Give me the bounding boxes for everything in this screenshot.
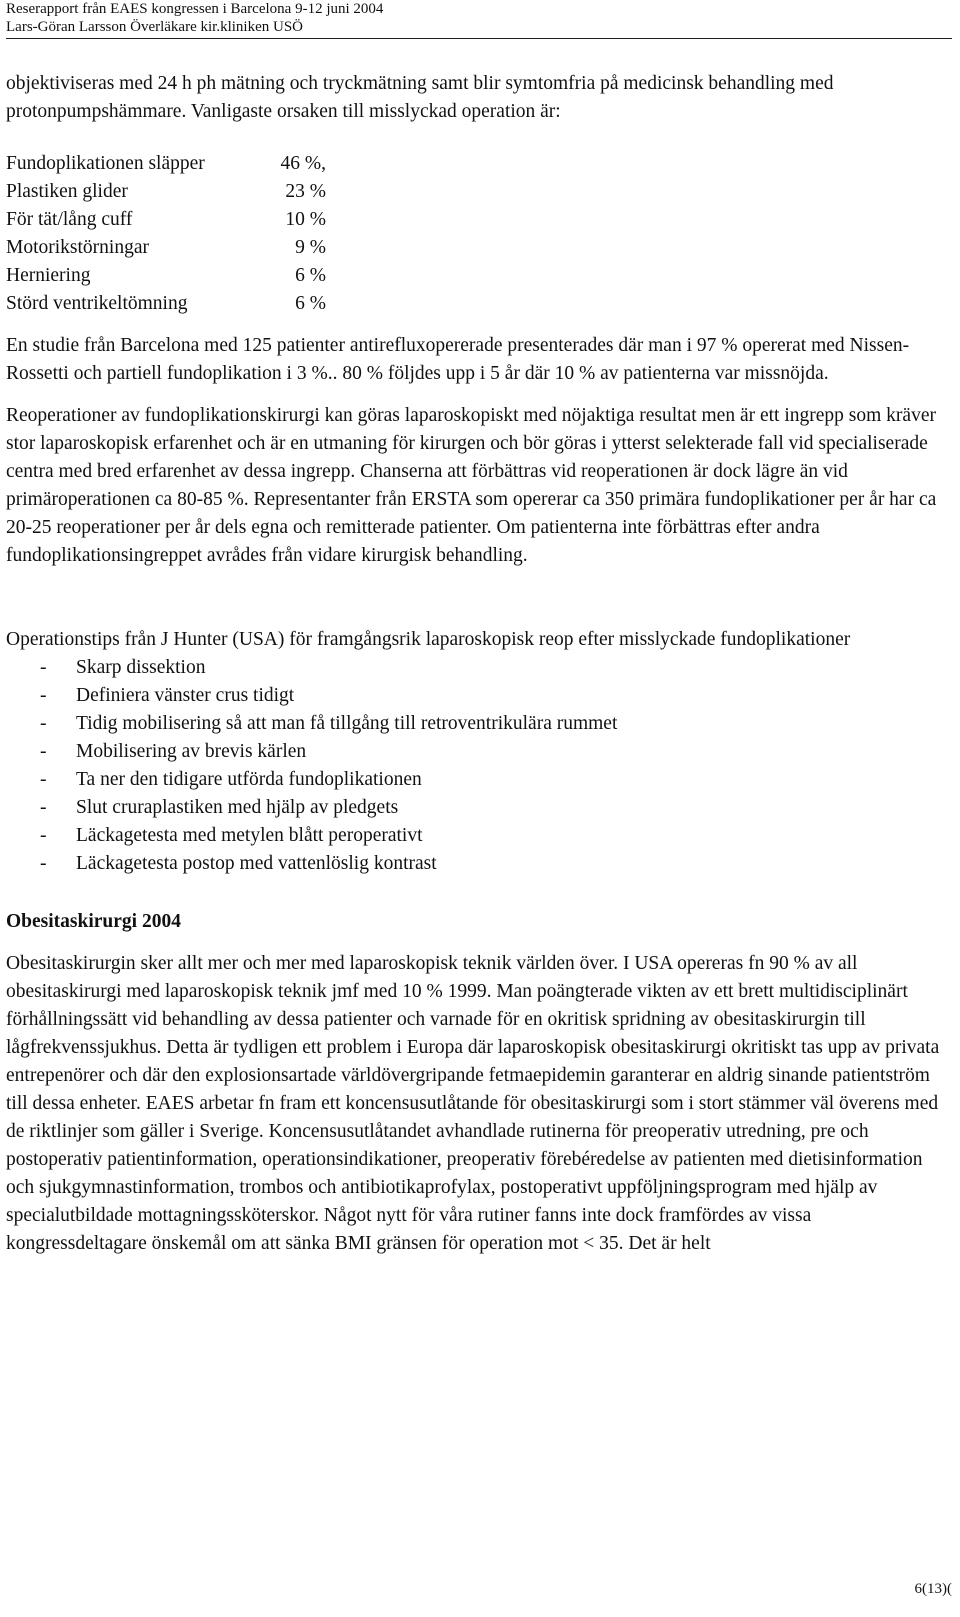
table-row bbox=[6, 262, 326, 290]
dash-bullet: - bbox=[40, 685, 47, 706]
table-row bbox=[6, 150, 326, 178]
dash-bullet: - bbox=[40, 713, 47, 734]
cause-label: Motorikstörningar bbox=[6, 237, 149, 258]
failure-causes-table bbox=[6, 150, 326, 318]
list-item bbox=[6, 654, 952, 682]
header-divider bbox=[6, 38, 952, 39]
tip-text: Läckagetesta postop med vattenlöslig kontrast bbox=[76, 853, 437, 874]
page-number: 6(13)( bbox=[914, 1581, 952, 1597]
barcelona-study-paragraph: En studie från Barcelona med 125 patienter antirefluxopererade presenterades där man i 97 % opererat med Nissen-Rossetti och partiell fundoplikation i 3 %.. 80 % följdes upp i 5 år där 10 % av patienterna var missnöjda. bbox=[6, 335, 910, 384]
cause-label: Fundoplikationen släpper bbox=[6, 153, 205, 174]
table-row bbox=[6, 234, 326, 262]
table-row bbox=[6, 178, 326, 206]
tip-text: Slut cruraplastiken med hjälp av pledgets bbox=[76, 797, 399, 818]
intro-paragraph: objektiviseras med 24 h ph mätning och tryckmätning samt blir symtomfria på medicinsk behandling med protonpumpshämmare. Vanligaste orsaken till misslyckad operation är: bbox=[6, 73, 834, 122]
list-item bbox=[6, 822, 952, 850]
list-item bbox=[6, 682, 952, 710]
cause-label: Störd ventrikeltömning bbox=[6, 293, 188, 314]
list-item bbox=[6, 766, 952, 794]
list-item bbox=[6, 738, 952, 766]
tip-text: Mobilisering av brevis kärlen bbox=[76, 741, 307, 762]
cause-value: 46 %, bbox=[280, 153, 326, 174]
cause-value: 9 % bbox=[295, 237, 326, 258]
list-item bbox=[6, 794, 952, 822]
cause-label: Plastiken glider bbox=[6, 181, 128, 202]
table-row bbox=[6, 206, 326, 234]
dash-bullet: - bbox=[40, 853, 47, 874]
tip-text: Tidig mobilisering så att man få tillgång till retroventrikulära rummet bbox=[76, 713, 618, 734]
header-author: Lars-Göran Larsson Överläkare kir.kliniken USÖ bbox=[6, 19, 303, 35]
table-row bbox=[6, 290, 326, 318]
dash-bullet: - bbox=[40, 825, 47, 846]
tips-intro: Operationstips från J Hunter (USA) för framgångsrik laparoskopisk reop efter misslyckade fundoplikationer bbox=[6, 629, 851, 650]
tips-list bbox=[6, 654, 952, 878]
header-report-title: Reserapport från EAES kongressen i Barcelona 9-12 juni 2004 bbox=[6, 1, 384, 17]
cause-value: 6 % bbox=[295, 293, 326, 314]
cause-value: 6 % bbox=[295, 265, 326, 286]
dash-bullet: - bbox=[40, 769, 47, 790]
cause-value: 10 % bbox=[285, 209, 326, 230]
cause-value: 23 % bbox=[285, 181, 326, 202]
list-item bbox=[6, 710, 952, 738]
tip-text: Läckagetesta med metylen blått peroperativt bbox=[76, 825, 423, 846]
document-body bbox=[6, 70, 952, 1258]
tip-text: Ta ner den tidigare utförda fundoplikationen bbox=[76, 769, 422, 790]
obesity-section-heading: Obesitaskirurgi 2004 bbox=[6, 911, 181, 932]
obesity-paragraph: Obesitaskirurgin sker allt mer och mer med laparoskopisk teknik världen över. I USA opereras fn 90 % av all obesitaskirurgi med laparoskopisk teknik jmf med 10 % 1999. Man poängterade vikten av ett brett multidisciplinärt förhållningssätt vid behandling av dessa patienter och varnade för en okritisk spridning av obesitaskirurgin till lågfrekvenssjukhus. Detta är tydligen ett problem i Europa där laparoskopisk obesitaskirurgi okritiskt tas upp av privata entrepenörer och där den explosionsartade världövergripande fetmaepidemin garanterar en aldrig sinande patientström till dessa enheter. EAES arbetar fn fram ett koncensusutlåtande för obesitaskirurgi som i stort stämmer väl överens med de riktlinjer som gäller i Sverige. Koncensusutlåtandet avhandlade rutinerna för preoperativ utredning, pre och postoperativ patientinformation, operationsindikationer, preoperativ förebéredelse av patienten med dietisinformation och sjukgymnastinformation, trombos och antibiotikaprofylax, postoperativt uppföljningsprogram med hjälp av specialutbildade mottagningssköterskor. Något nytt för våra rutiner fanns inte dock framfördes av vissa kongressdeltagare önskemål om att sänka BMI gränsen för operation mot < 35. Det är helt bbox=[6, 953, 940, 1254]
cause-label: För tät/lång cuff bbox=[6, 209, 133, 230]
dash-bullet: - bbox=[40, 797, 47, 818]
tip-text: Definiera vänster crus tidigt bbox=[76, 685, 295, 706]
dash-bullet: - bbox=[40, 657, 47, 678]
cause-label: Herniering bbox=[6, 265, 91, 286]
dash-bullet: - bbox=[40, 741, 47, 762]
page-header bbox=[6, 0, 383, 36]
list-item bbox=[6, 850, 952, 878]
tip-text: Skarp dissektion bbox=[76, 657, 206, 678]
reoperations-paragraph: Reoperationer av fundoplikationskirurgi kan göras laparoskopiskt med nöjaktiga resultat men är ett ingrepp som kräver stor laparoskopisk erfarenhet och är en utmaning för kirurgen och bör göras i ytterst selekterade fall vid specialiserade centra med bred erfarenhet av dessa ingrepp. Chanserna att förbättras vid reoperationen är dock lägre än vid primäroperationen ca 80-85 %. Representanter från ERSTA som opererar ca 350 primära fundoplikationer per år har ca 20-25 reoperationer per år dels egna och remitterade patienter. Om patienterna inte förbättras efter andra fundoplikationsingreppet avrådes från vidare kirurgisk behandling. bbox=[6, 405, 937, 566]
